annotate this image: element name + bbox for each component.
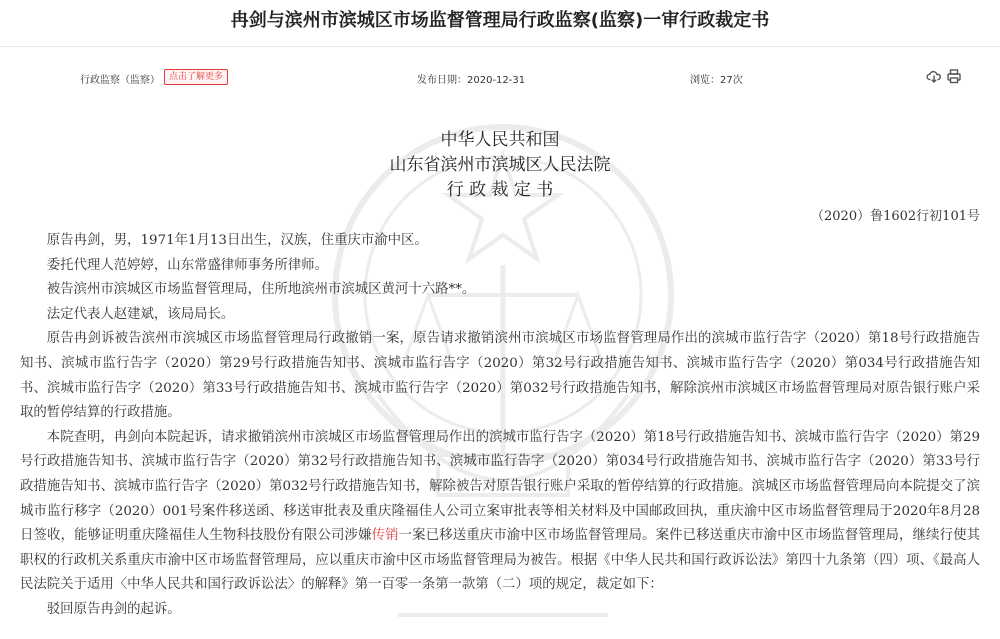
print-icon[interactable] [946, 68, 962, 84]
view-count: 浏览：27次 [690, 75, 743, 86]
findings-text-a: 本院查明，冉剑向本院起诉，请求撤销滨州市滨城区市场监督管理局作出的滨城市监行告字（2020）第18号行政措施告知书、滨城市监行告字（2020）第29号行政措施告知书、滨城市监行告字（2020）第32号行政措施告知书、滨城市监行告字（2020）第034号行政措施告知书、滨城市监行告字（2020）第33号行政措施告知书、滨城市监行告字（2020）第032号行政措施告知书，解除被告对原告银行账户采取的暂停结算的行政措施。滨城区市场监督管理局向本院提交了滨城市监行移字（2020）001号案件移送函、移送审批表及重庆隆福佳人公司立案审批表等相关材料及中国邮政回执，重庆渝中区市场监督管理局于2020年8月28日签收，能够证明重庆隆福佳人生物科技股份有限公司涉嫌 [20, 429, 980, 544]
meta-bar [0, 68, 1000, 88]
case-number: （2020）鲁1602行初101号 [811, 209, 980, 224]
doc-country: 中华人民共和国 [440, 130, 560, 150]
paragraph-claim: 原告冉剑诉被告滨州市滨城区市场监督管理局行政撤销一案，原告请求撤销滨州市滨城区市场监督管理局作出的滨城市监行告字（2020）第18号行政措施告知书、滨城市监行告字（2020）第29号行政措施告知书、滨城市监行告字（2020）第32号行政措施告知书、滨城市监行告字（2020）第034号行政措施告知书、滨城市监行告字（2020）第33号行政措施告知书、滨城市监行告字（2020）第032号行政措施告知书，解除滨州市滨城区市场监督管理局对原告银行账户采取的暂停结算的行政措施。 [20, 331, 980, 421]
doc-court: 山东省滨州市滨城区人民法院 [389, 155, 611, 175]
learn-more-badge[interactable]: 点击了解更多 [164, 69, 228, 85]
publish-date: 发布日期：2020-12-31 [417, 75, 526, 86]
paragraph-defendant: 被告滨州市滨城区市场监督管理局，住所地滨州市滨城区黄河十六路**。 [46, 282, 476, 298]
paragraph-agent: 委托代理人范婷婷，山东常盛律师事务所律师。 [46, 257, 328, 273]
paragraph-ruling: 驳回原告冉剑的起诉。 [46, 601, 181, 617]
page-title: 冉剑与滨州市滨城区市场监督管理局行政监察(监察)一审行政裁定书 [230, 10, 770, 31]
keyword-link[interactable]: 传销 [371, 528, 399, 544]
paragraph-findings [20, 426, 980, 598]
doc-type: 行 政 裁 定 书 [446, 180, 554, 200]
findings-text-b: 一案已移送重庆市渝中区市场监督管理局。案件已移送重庆市渝中区市场监督管理局，继续行使其职权的行政机关系重庆市渝中区市场监督管理局，应以重庆市渝中区市场监督管理局为被告。根据《中华人民共和国行政诉讼法》第四十九条第（四）项、《最高人民法院关于适用〈中华人民共和国行政诉讼法〉的解释》第一百零一条第一款第（二）项的规定，裁定如下： [20, 528, 981, 593]
document-body [20, 229, 980, 623]
category-label: 行政监察（监察） [80, 75, 160, 86]
title-divider [0, 46, 1000, 47]
paragraph-representative: 法定代表人赵建斌，该局局长。 [46, 306, 235, 322]
paragraph-plaintiff: 原告冉剑，男，1971年1月13日出生，汉族，住重庆市渝中区。 [46, 233, 428, 248]
download-icon[interactable] [926, 68, 942, 84]
